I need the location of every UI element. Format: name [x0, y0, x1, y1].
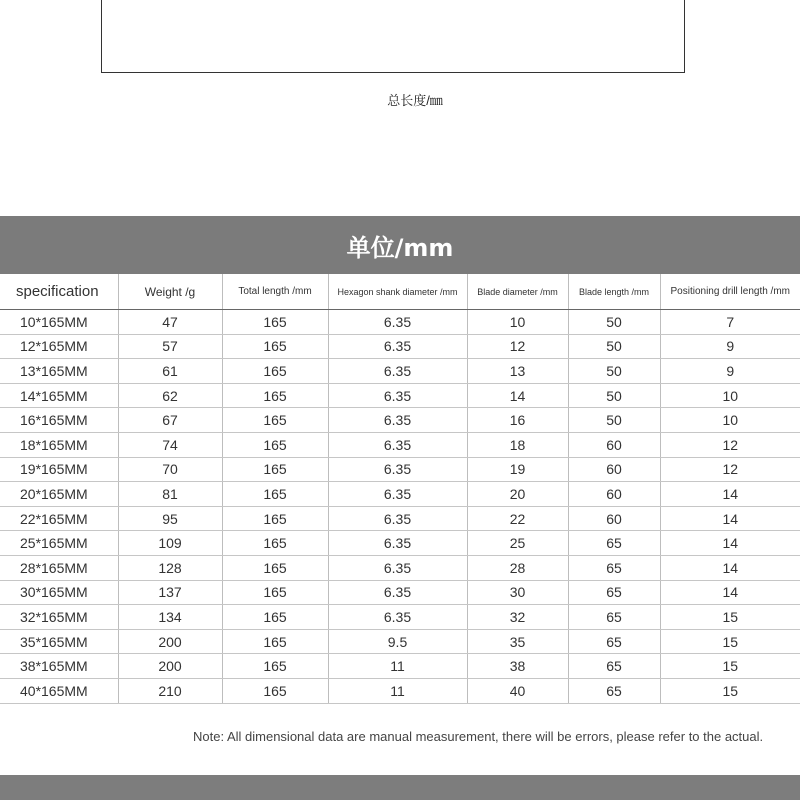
- footer-bar: [0, 775, 800, 800]
- table-cell: 15: [660, 605, 800, 630]
- table-cell: 14: [467, 383, 568, 408]
- unit-header-text: 单位/mm: [346, 233, 454, 262]
- table-cell: 28: [467, 555, 568, 580]
- table-cell: 109: [118, 531, 222, 556]
- table-cell: 20: [467, 482, 568, 507]
- spec-cell: 22*165MM: [0, 506, 118, 531]
- column-header: Weight /g: [118, 274, 222, 310]
- table-cell: 15: [660, 678, 800, 703]
- column-header: Blade length /mm: [568, 274, 660, 310]
- table-row: [0, 605, 800, 630]
- table-cell: 165: [222, 531, 328, 556]
- table-cell: 165: [222, 334, 328, 359]
- table-cell: 15: [660, 629, 800, 654]
- table-cell: 40: [467, 678, 568, 703]
- table-cell: 6.35: [328, 310, 467, 335]
- table-cell: 32: [467, 605, 568, 630]
- table-row: [0, 457, 800, 482]
- table-cell: 6.35: [328, 432, 467, 457]
- spec-cell: 28*165MM: [0, 555, 118, 580]
- spec-cell: 13*165MM: [0, 359, 118, 384]
- table-cell: 14: [660, 531, 800, 556]
- column-header: Positioning drill length /mm: [660, 274, 800, 310]
- table-cell: 35: [467, 629, 568, 654]
- table-cell: 14: [660, 580, 800, 605]
- table-cell: 22: [467, 506, 568, 531]
- spec-cell: 10*165MM: [0, 310, 118, 335]
- table-row: [0, 408, 800, 433]
- table-cell: 12: [660, 457, 800, 482]
- table-cell: 67: [118, 408, 222, 433]
- table-row: [0, 629, 800, 654]
- spec-cell: 18*165MM: [0, 432, 118, 457]
- table-cell: 13: [467, 359, 568, 384]
- table-cell: 165: [222, 555, 328, 580]
- table-cell: 165: [222, 482, 328, 507]
- table-cell: 200: [118, 629, 222, 654]
- table-cell: 60: [568, 506, 660, 531]
- spec-cell: 19*165MM: [0, 457, 118, 482]
- spec-table: [0, 274, 800, 704]
- table-cell: 137: [118, 580, 222, 605]
- unit-header-bar: [0, 216, 800, 274]
- table-cell: 65: [568, 580, 660, 605]
- table-cell: 70: [118, 457, 222, 482]
- table-cell: 165: [222, 408, 328, 433]
- table-cell: 6.35: [328, 359, 467, 384]
- table-cell: 9.5: [328, 629, 467, 654]
- table-cell: 9: [660, 334, 800, 359]
- table-cell: 165: [222, 457, 328, 482]
- table-cell: 11: [328, 654, 467, 679]
- table-cell: 65: [568, 629, 660, 654]
- table-cell: 165: [222, 432, 328, 457]
- table-header-row: [0, 274, 800, 310]
- spec-cell: 12*165MM: [0, 334, 118, 359]
- table-row: [0, 482, 800, 507]
- table-cell: 165: [222, 605, 328, 630]
- table-cell: 165: [222, 359, 328, 384]
- dimension-diagram-box: [101, 0, 685, 73]
- table-cell: 10: [660, 383, 800, 408]
- table-cell: 6.35: [328, 408, 467, 433]
- table-cell: 50: [568, 310, 660, 335]
- table-row: [0, 678, 800, 703]
- table-cell: 200: [118, 654, 222, 679]
- spec-cell: 38*165MM: [0, 654, 118, 679]
- table-cell: 210: [118, 678, 222, 703]
- table-cell: 19: [467, 457, 568, 482]
- table-cell: 14: [660, 555, 800, 580]
- table-cell: 47: [118, 310, 222, 335]
- table-cell: 50: [568, 334, 660, 359]
- table-cell: 50: [568, 383, 660, 408]
- table-cell: 6.35: [328, 334, 467, 359]
- table-cell: 50: [568, 359, 660, 384]
- table-cell: 165: [222, 580, 328, 605]
- table-cell: 16: [467, 408, 568, 433]
- table-cell: 81: [118, 482, 222, 507]
- spec-cell: 14*165MM: [0, 383, 118, 408]
- table-row: [0, 506, 800, 531]
- table-cell: 6.35: [328, 383, 467, 408]
- column-header: Hexagon shank diameter /mm: [328, 274, 467, 310]
- table-cell: 25: [467, 531, 568, 556]
- table-cell: 12: [467, 334, 568, 359]
- column-header: specification: [0, 274, 118, 310]
- total-length-label: 总长度/㎜: [387, 93, 443, 108]
- table-cell: 15: [660, 654, 800, 679]
- spec-cell: 40*165MM: [0, 678, 118, 703]
- table-cell: 10: [467, 310, 568, 335]
- spec-cell: 30*165MM: [0, 580, 118, 605]
- spec-cell: 25*165MM: [0, 531, 118, 556]
- table-cell: 6.35: [328, 457, 467, 482]
- table-cell: 65: [568, 654, 660, 679]
- table-cell: 65: [568, 531, 660, 556]
- table-cell: 6.35: [328, 605, 467, 630]
- table-cell: 6.35: [328, 555, 467, 580]
- table-row: [0, 531, 800, 556]
- table-cell: 30: [467, 580, 568, 605]
- table-cell: 18: [467, 432, 568, 457]
- table-cell: 50: [568, 408, 660, 433]
- table-cell: 12: [660, 432, 800, 457]
- table-cell: 38: [467, 654, 568, 679]
- table-row: [0, 654, 800, 679]
- table-cell: 6.35: [328, 482, 467, 507]
- table-cell: 7: [660, 310, 800, 335]
- table-cell: 62: [118, 383, 222, 408]
- table-cell: 165: [222, 629, 328, 654]
- table-cell: 60: [568, 432, 660, 457]
- table-cell: 11: [328, 678, 467, 703]
- table-row: [0, 580, 800, 605]
- table-row: [0, 310, 800, 335]
- measurement-note: Note: All dimensional data are manual measurement, there will be errors, please refer to the actual.: [193, 729, 764, 744]
- table-cell: 14: [660, 482, 800, 507]
- table-row: [0, 359, 800, 384]
- table-body: [0, 310, 800, 704]
- table-cell: 65: [568, 605, 660, 630]
- table-cell: 74: [118, 432, 222, 457]
- spec-cell: 35*165MM: [0, 629, 118, 654]
- table-cell: 57: [118, 334, 222, 359]
- table-cell: 14: [660, 506, 800, 531]
- table-cell: 9: [660, 359, 800, 384]
- table-cell: 165: [222, 310, 328, 335]
- table-cell: 65: [568, 678, 660, 703]
- table-cell: 60: [568, 457, 660, 482]
- table-cell: 6.35: [328, 506, 467, 531]
- table-cell: 61: [118, 359, 222, 384]
- table-cell: 134: [118, 605, 222, 630]
- spec-cell: 20*165MM: [0, 482, 118, 507]
- table-cell: 165: [222, 678, 328, 703]
- table-row: [0, 432, 800, 457]
- column-header: Total length /mm: [222, 274, 328, 310]
- spec-cell: 16*165MM: [0, 408, 118, 433]
- table-cell: 6.35: [328, 580, 467, 605]
- table-cell: 65: [568, 555, 660, 580]
- table-row: [0, 334, 800, 359]
- column-header: Blade diameter /mm: [467, 274, 568, 310]
- table-cell: 165: [222, 654, 328, 679]
- table-cell: 128: [118, 555, 222, 580]
- spec-cell: 32*165MM: [0, 605, 118, 630]
- table-cell: 10: [660, 408, 800, 433]
- table-row: [0, 383, 800, 408]
- table-cell: 6.35: [328, 531, 467, 556]
- table-cell: 95: [118, 506, 222, 531]
- table-cell: 165: [222, 506, 328, 531]
- table-row: [0, 555, 800, 580]
- table-cell: 60: [568, 482, 660, 507]
- table-cell: 165: [222, 383, 328, 408]
